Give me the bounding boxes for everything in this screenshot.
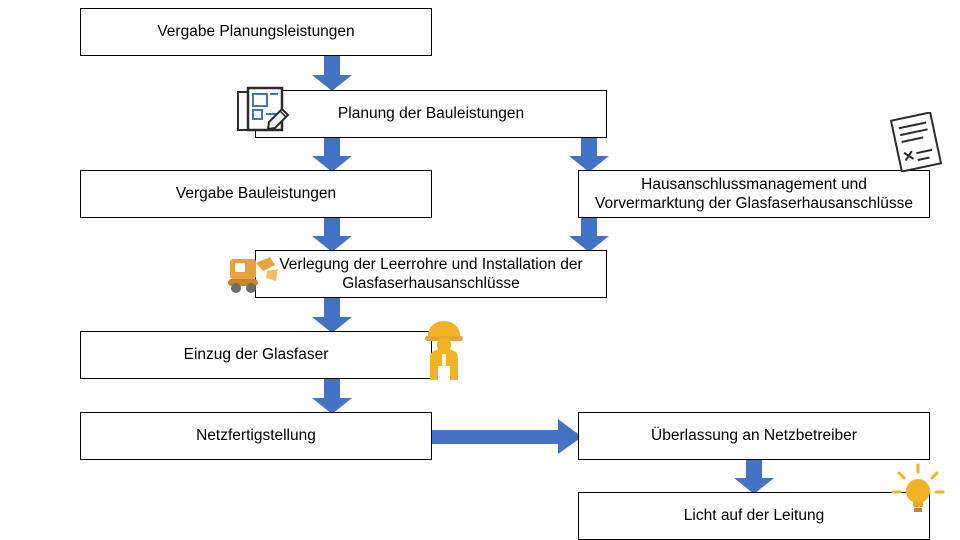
node-verlegung-leerrohre[interactable] — [255, 250, 607, 298]
node-licht-auf-der-leitung[interactable] — [578, 492, 930, 540]
node-vergabe-bauleistungen[interactable] — [80, 170, 432, 218]
node-label: Einzug der Glasfaser — [183, 346, 329, 364]
down-arrow-icon — [311, 137, 353, 173]
arrow-planungsleistungen-to-planung — [311, 56, 353, 92]
node-einzug-glasfaser[interactable] — [80, 331, 432, 379]
lightbulb-icon-svg — [890, 462, 946, 518]
down-arrow-icon — [311, 56, 353, 92]
node-label: Überlassung an Netzbetreiber — [651, 427, 857, 445]
node-label: Hausanschlussmanagement und Vorvermarktung der Glasfaserhausanschlüsse — [595, 175, 913, 212]
down-arrow-icon — [311, 298, 353, 334]
arrow-hausanschluss-to-verlegung — [568, 217, 610, 253]
arrow-planung-to-vergabe-bau — [311, 137, 353, 173]
node-hausanschlussmanagement[interactable] — [578, 170, 930, 218]
node-label: Licht auf der Leitung — [683, 507, 825, 525]
arrow-ueberlassung-to-licht — [733, 459, 775, 495]
blueprint-icon — [236, 86, 292, 138]
node-netzfertigstellung[interactable] — [80, 412, 432, 460]
document-icon-svg — [888, 112, 944, 172]
arrow-vergabe-bau-to-verlegung — [311, 217, 353, 253]
document-icon — [888, 112, 944, 172]
right-arrow-icon — [418, 419, 583, 455]
construction-worker-icon-svg — [420, 318, 468, 382]
arrow-netzfertigstellung-to-ueberlassung — [418, 419, 583, 455]
node-label: Planung der Bauleistungen — [337, 105, 525, 123]
node-label: Netzfertigstellung — [196, 427, 316, 445]
excavator-icon-svg — [222, 247, 280, 295]
node-ueberlassung-netzbetreiber[interactable] — [578, 412, 930, 460]
construction-worker-icon — [420, 318, 468, 382]
down-arrow-icon — [733, 459, 775, 495]
arrow-planung-to-hausanschluss — [568, 137, 610, 173]
node-planung-bauleistungen[interactable] — [255, 90, 607, 138]
down-arrow-icon — [568, 137, 610, 173]
node-label: Verlegung der Leerrohre und Installation der Glasfaserhausanschlüsse — [279, 255, 583, 292]
blueprint-icon-svg — [236, 86, 292, 138]
node-vergabe-planungsleistungen[interactable] — [80, 8, 432, 56]
down-arrow-icon — [311, 217, 353, 253]
node-label: Vergabe Planungsleistungen — [157, 23, 355, 41]
down-arrow-icon — [568, 217, 610, 253]
excavator-icon — [222, 247, 280, 295]
down-arrow-icon — [311, 379, 353, 415]
arrow-verlegung-to-einzug — [311, 298, 353, 334]
arrow-einzug-to-netzfertigstellung — [311, 379, 353, 415]
node-label: Vergabe Bauleistungen — [175, 185, 337, 203]
lightbulb-icon — [890, 462, 946, 518]
